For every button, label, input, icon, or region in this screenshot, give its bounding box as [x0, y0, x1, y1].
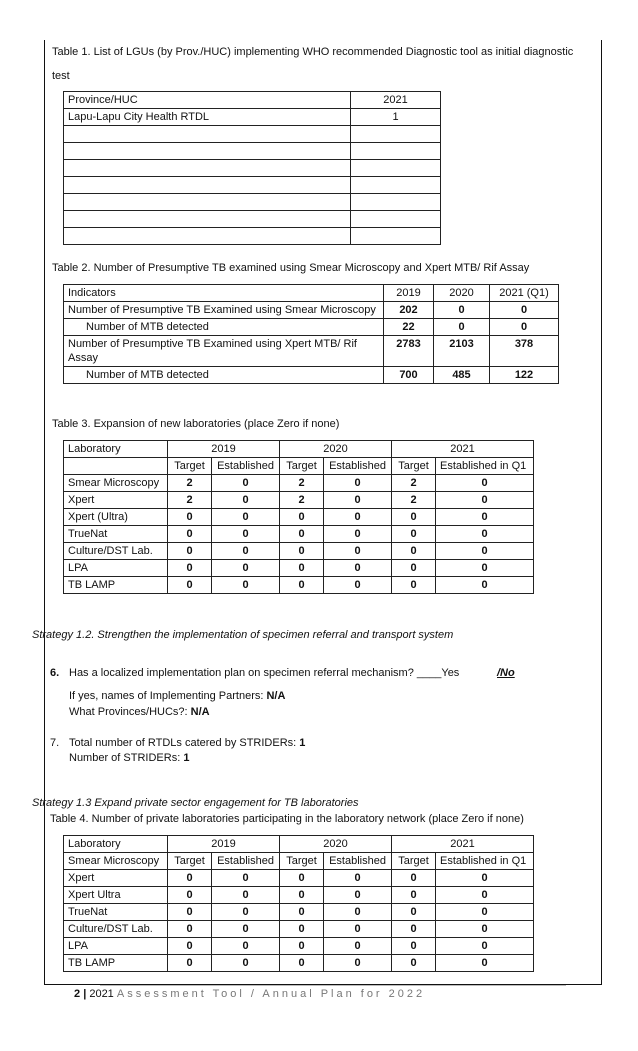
table-header: Province/HUC [64, 92, 351, 109]
table-cell: 0 [280, 577, 324, 594]
table-header: Established in Q1 [436, 458, 534, 475]
footer-year: 2021 [89, 988, 114, 1000]
table-cell: 0 [392, 887, 436, 904]
q6-provinces [69, 706, 210, 718]
table-cell: 0 [212, 904, 280, 921]
table-cell: Smear Microscopy [64, 475, 168, 492]
q6-provinces-value: N/A [190, 706, 210, 718]
table-cell: 2783 [384, 336, 434, 367]
table-cell: 0 [280, 887, 324, 904]
table-row [64, 160, 441, 177]
table-row [64, 211, 441, 228]
q7-rtdls-label: Total number of RTDLs catered by STRIDERs: [69, 737, 297, 749]
table-cell: 0 [324, 938, 392, 955]
table-cell: 0 [392, 870, 436, 887]
q7-striders-label: Number of STRIDERs: [69, 752, 181, 764]
table-cell: 0 [436, 870, 534, 887]
table-row [64, 526, 534, 543]
table-cell: 0 [280, 955, 324, 972]
table-cell: 0 [324, 543, 392, 560]
table-row [64, 870, 534, 887]
table-cell: 0 [212, 955, 280, 972]
table-row [64, 836, 534, 853]
table-header: Target [168, 853, 212, 870]
footer-separator: | [83, 988, 87, 1000]
table-row [64, 492, 534, 509]
table-row [64, 177, 441, 194]
table-cell: TrueNat [64, 904, 168, 921]
table-row [64, 475, 534, 492]
table-cell: 0 [280, 509, 324, 526]
table-cell: 0 [392, 509, 436, 526]
table3 [63, 440, 534, 594]
table-cell: 0 [434, 319, 490, 336]
table-cell: 2103 [434, 336, 490, 367]
table-cell: 0 [212, 526, 280, 543]
table-cell: 0 [280, 938, 324, 955]
table-cell: 0 [212, 887, 280, 904]
table-cell: 0 [436, 543, 534, 560]
table-cell: 0 [212, 509, 280, 526]
table-cell: 0 [324, 560, 392, 577]
table-cell: TB LAMP [64, 955, 168, 972]
table-cell: 0 [436, 475, 534, 492]
table-header: 2021 [392, 836, 534, 853]
table-header: Target [280, 458, 324, 475]
table-cell: 0 [280, 870, 324, 887]
table-cell: 0 [168, 577, 212, 594]
table1 [63, 91, 441, 245]
table-cell: Culture/DST Lab. [64, 921, 168, 938]
table-cell: Xpert (Ultra) [64, 509, 168, 526]
table-cell: 0 [392, 526, 436, 543]
table-header: 2019 [168, 441, 280, 458]
table-cell: 0 [436, 492, 534, 509]
table-cell: 0 [212, 870, 280, 887]
table-cell: 0 [212, 577, 280, 594]
table-row [64, 228, 441, 245]
table-cell: 0 [168, 938, 212, 955]
q6-partners [69, 690, 285, 702]
table-row [64, 143, 441, 160]
table-cell: 2 [392, 492, 436, 509]
table-header: Laboratory [64, 441, 168, 458]
table4 [63, 835, 534, 972]
table2 [63, 284, 559, 384]
q7-striders-value: 1 [183, 752, 190, 764]
table-cell: LPA [64, 560, 168, 577]
table-cell: 0 [212, 560, 280, 577]
table-cell: TrueNat [64, 526, 168, 543]
table-cell: 0 [212, 492, 280, 509]
table-cell: 0 [436, 921, 534, 938]
table-row [64, 509, 534, 526]
table-cell: 0 [212, 543, 280, 560]
table-cell: 0 [280, 526, 324, 543]
table-row [64, 887, 534, 904]
table-cell: 202 [384, 302, 434, 319]
table-row [64, 302, 559, 319]
table-cell: Xpert [64, 492, 168, 509]
table-cell: 0 [490, 302, 559, 319]
table-row [64, 577, 534, 594]
table-cell: Xpert [64, 870, 168, 887]
table-cell: 0 [168, 870, 212, 887]
q6-provinces-label: What Provinces/HUCs?: [69, 706, 188, 718]
table-cell: 0 [436, 938, 534, 955]
table-cell: 0 [324, 475, 392, 492]
table-cell: 0 [168, 526, 212, 543]
q7-striders [69, 752, 189, 764]
table-row [64, 955, 534, 972]
table-cell: 2 [168, 492, 212, 509]
table-cell: 0 [168, 509, 212, 526]
table-cell: 0 [434, 302, 490, 319]
q7-rtdls [69, 737, 305, 749]
table-header: 2020 [280, 441, 392, 458]
table-header: 2021 [351, 92, 441, 109]
table-row [64, 543, 534, 560]
q6-number: 6. [50, 667, 60, 679]
table-cell: 2 [168, 475, 212, 492]
table-cell: 0 [324, 509, 392, 526]
table-row [64, 319, 559, 336]
table-row [64, 938, 534, 955]
table-cell: 0 [324, 904, 392, 921]
table-row [64, 458, 534, 475]
table-cell: 0 [168, 921, 212, 938]
table-cell: 0 [392, 543, 436, 560]
table-header: Laboratory [64, 836, 168, 853]
table-header: 2019 [168, 836, 280, 853]
table-row [64, 853, 534, 870]
table-header: 2020 [280, 836, 392, 853]
table-row [64, 92, 441, 109]
table-header: Established [212, 458, 280, 475]
table-cell: TB LAMP [64, 577, 168, 594]
table-header: Target [280, 853, 324, 870]
table-header: Target [168, 458, 212, 475]
table-cell: 0 [490, 319, 559, 336]
table-cell: 0 [212, 938, 280, 955]
table-cell: 0 [168, 560, 212, 577]
table-header: Indicators [64, 285, 384, 302]
table-row [64, 109, 441, 126]
table-cell: 0 [212, 475, 280, 492]
table-cell: 0 [168, 955, 212, 972]
table-row [64, 336, 559, 367]
table-header: 2021 [392, 441, 534, 458]
table-cell: Number of MTB detected [64, 319, 384, 336]
table-cell: 0 [392, 955, 436, 972]
table-cell: Number of Presumptive TB Examined using Xpert MTB/ Rif Assay [64, 336, 384, 367]
table4-caption: Table 4. Number of private laboratories participating in the laboratory network (place Zero if none) [50, 813, 524, 825]
table-header: Established [324, 853, 392, 870]
table-header: Target [392, 853, 436, 870]
q6-answer: /No [497, 667, 515, 679]
footer-rule [100, 985, 566, 986]
table-header: 2021 (Q1) [490, 285, 559, 302]
table-cell: Number of MTB detected [64, 367, 384, 384]
table-cell: Lapu-Lapu City Health RTDL [64, 109, 351, 126]
table-row [64, 285, 559, 302]
table-row [64, 904, 534, 921]
table-cell: 122 [490, 367, 559, 384]
table-cell: 0 [436, 955, 534, 972]
page-footer [74, 988, 425, 1000]
table3-caption: Table 3. Expansion of new laboratories (place Zero if none) [52, 418, 340, 430]
table-cell: 0 [280, 560, 324, 577]
table-header: Established [324, 458, 392, 475]
table2-caption: Table 2. Number of Presumptive TB examined using Smear Microscopy and Xpert MTB/ Rif Assay [52, 262, 530, 274]
table-cell: Xpert Ultra [64, 887, 168, 904]
table-cell: 0 [436, 509, 534, 526]
table-row [64, 126, 441, 143]
table-row [64, 441, 534, 458]
table-cell: 0 [392, 904, 436, 921]
table-cell: 0 [280, 921, 324, 938]
table-cell: Culture/DST Lab. [64, 543, 168, 560]
table-cell: 0 [436, 560, 534, 577]
table-cell: 0 [392, 560, 436, 577]
table-header: 2019 [384, 285, 434, 302]
footer-title: Assessment Tool / Annual Plan for 2022 [116, 988, 426, 1000]
table-cell: 2 [280, 475, 324, 492]
q7-rtdls-value: 1 [299, 737, 306, 749]
table-cell: 0 [168, 887, 212, 904]
table-cell: 2 [280, 492, 324, 509]
table-cell: 0 [212, 921, 280, 938]
table-cell: 0 [324, 870, 392, 887]
strategy-1-3-heading: Strategy 1.3 Expand private sector engagement for TB laboratories [32, 797, 359, 809]
table-cell: 0 [436, 904, 534, 921]
table-cell: 0 [436, 887, 534, 904]
q6-partners-value: N/A [266, 690, 286, 702]
table-cell: 0 [324, 526, 392, 543]
table-cell: 0 [168, 543, 212, 560]
table-cell: 22 [384, 319, 434, 336]
table-header: Target [392, 458, 436, 475]
table-cell: 0 [392, 921, 436, 938]
table-header: Established [212, 853, 280, 870]
table-header: 2020 [434, 285, 490, 302]
table-cell: 0 [280, 543, 324, 560]
table-cell: 378 [490, 336, 559, 367]
table-cell: 0 [324, 887, 392, 904]
table1-caption: Table 1. List of LGUs (by Prov./HUC) implementing WHO recommended Diagnostic tool as initial diagnostic [52, 46, 574, 58]
table-cell: 485 [434, 367, 490, 384]
table-cell: 0 [436, 526, 534, 543]
q6-partners-label: If yes, names of Implementing Partners: [69, 690, 264, 702]
table-cell: 2 [392, 475, 436, 492]
table-row [64, 921, 534, 938]
table-cell: 0 [324, 955, 392, 972]
table-cell: 0 [324, 492, 392, 509]
table-cell: LPA [64, 938, 168, 955]
table-row [64, 194, 441, 211]
table-cell: 0 [168, 904, 212, 921]
table-cell: 0 [436, 577, 534, 594]
page-number: 2 [74, 988, 81, 1000]
table-cell: Number of Presumptive TB Examined using Smear Microscopy [64, 302, 384, 319]
table-cell: 0 [392, 938, 436, 955]
q7-number: 7. [50, 737, 60, 749]
strategy-1-2-heading: Strategy 1.2. Strengthen the implementation of specimen referral and transport system [32, 629, 454, 641]
table1-caption-cont: test [52, 70, 70, 82]
table-row [64, 367, 559, 384]
table-cell: 0 [280, 904, 324, 921]
table-cell: Smear Microscopy [64, 853, 168, 870]
table-header: Established in Q1 [436, 853, 534, 870]
table-row [64, 560, 534, 577]
table-cell: 0 [392, 577, 436, 594]
table-cell: 0 [324, 921, 392, 938]
table-cell: 1 [351, 109, 441, 126]
table-cell: 700 [384, 367, 434, 384]
table-cell: 0 [324, 577, 392, 594]
q6-question: Has a localized implementation plan on specimen referral mechanism? ____Yes [69, 667, 460, 679]
